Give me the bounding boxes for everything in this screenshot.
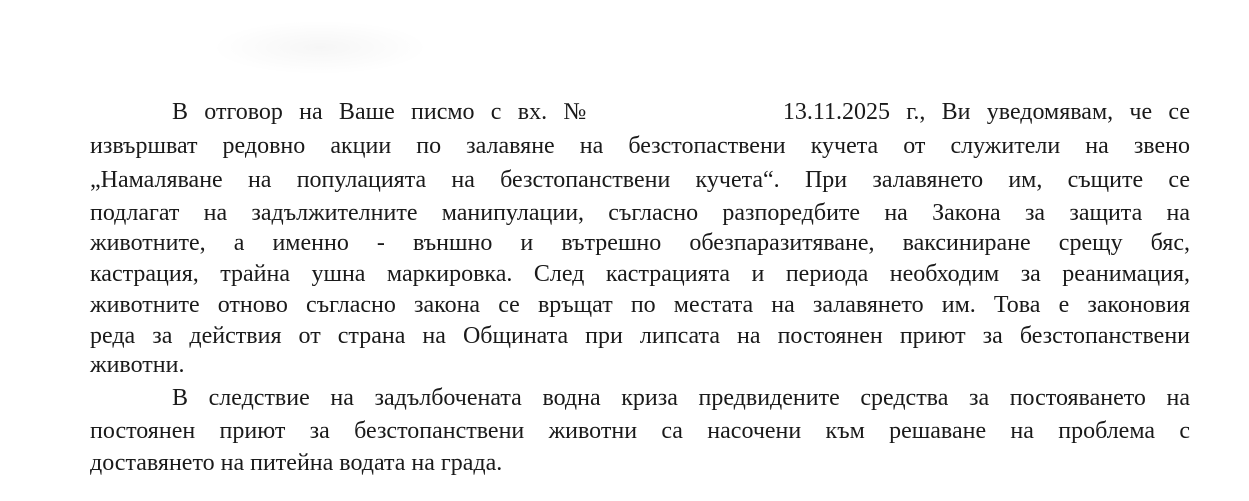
paragraph2-line3: доставянето на питейна водата на града.: [90, 450, 503, 476]
paragraph1-line5: животните, а именно - външно и вътрешно обезпаразитяване, ваксиниране срещу бяс,: [90, 230, 1190, 256]
paragraph1-line6: кастрация, трайна ушна маркировка. След кастрацията и периода необходим за реанимация,: [90, 261, 1190, 287]
paragraph1-line1: [172, 97, 1190, 127]
paragraph1-line8: реда за действия от страна на Общината при липсата на постоянен приют за безстопанствени: [90, 323, 1190, 349]
paragraph1-line1-start: В отговор на Ваше писмо с вх. №: [172, 99, 597, 125]
paragraph1-line9: животни.: [90, 352, 185, 378]
paragraph1-line7: животните отново съгласно закона се връщат по местата на залавянето им. Това е законовия: [90, 292, 1190, 318]
paragraph2-line2: постоянен приют за безстопанствени животни са насочени към решаване на проблема с: [90, 418, 1190, 444]
paragraph1-line1-end: 13.11.2025 г., Ви уведомявам, че се: [782, 99, 1191, 125]
paragraph1-line2: извършват редовно акции по залавяне на безстопаствени кучета от служители на звено: [90, 133, 1190, 159]
paragraph1-line3: „Намаляване на популацията на безстопанствени кучета“. При залавянето им, същите се: [90, 167, 1190, 193]
scan-smudge: [210, 20, 430, 75]
paragraph1-line4: подлагат на задължителните манипулации, съгласно разпоредбите на Закона за защита на: [90, 200, 1190, 226]
paragraph2-line1: В следствие на задълбочената водна криза предвидените средства за постояването на: [172, 385, 1190, 411]
